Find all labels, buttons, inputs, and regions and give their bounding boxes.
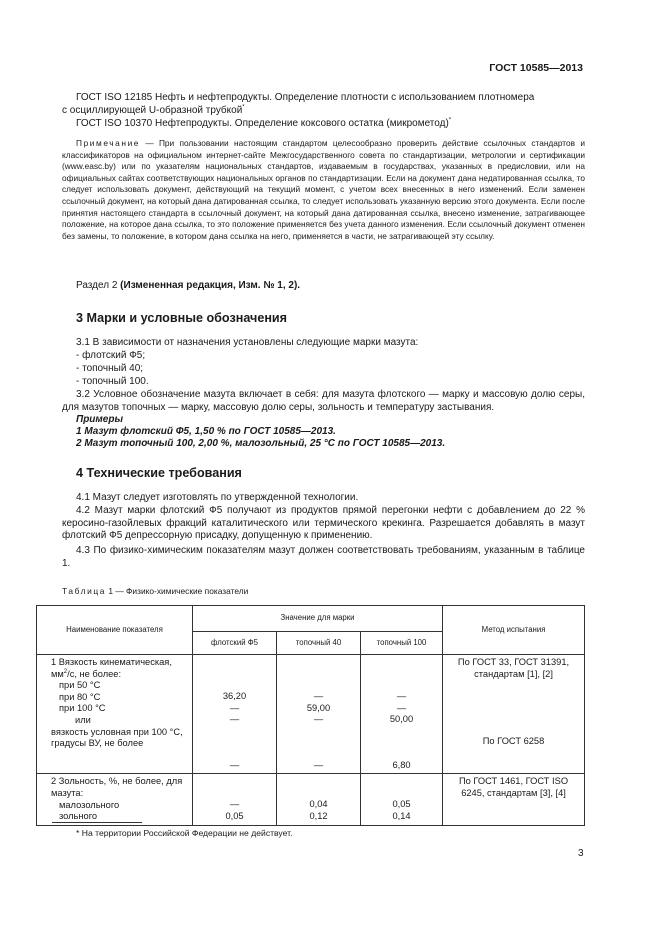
- list-item: - топочный 100.: [76, 376, 149, 387]
- row1-t100: — — 50,00 6,80: [361, 655, 443, 774]
- section4-p42: 4.2 Мазут марки флотский Ф5 получают из продуктов прямой перегонки нефти с добавлением до 22 % керосино-газойлевых фракций каталитического или термического крекинга. Разрешается добавлять в мазут флотский Ф5 депрессорную присадку, допущенную к применению.: [62, 505, 585, 542]
- footnote: * На территории Российской Федерации не действует.: [76, 828, 293, 838]
- list-item: - флотский Ф5;: [76, 350, 146, 361]
- row1-f5: 36,20 — — —: [193, 655, 277, 774]
- table-header-row: [37, 606, 585, 632]
- section2-amendment: Раздел 2 (Измененная редакция, Изм. № 1, 2).: [76, 280, 301, 291]
- example-1: 1 Мазут флотский Ф5, 1,50 % по ГОСТ 10585—2013.: [76, 426, 336, 437]
- list-item: - топочный 40;: [76, 363, 144, 374]
- note-text: — При пользовании настоящим стандартом целесообразно проверить действие ссылочных стандартов и классификаторов на официальном интернет-сайте Межгосударственного совета по стандартизации, метрологии и сертификации (www.easc.by) или по указателям национальных стандартов, издаваемым в государствах, указанных в предисловии, или на официальных сайтах соответствующих национальных органов по стандартизации. Если на документ дана недатированная ссылка, то следует использовать документ, действующий на текущий момент, с учетом всех внесенных в него изменений. Если заменен ссылочный документ, на который дана датированная ссылка, то следует использовать указанную версию этого документа. Если после принятия настоящего стандарта в ссылочный документ, на который дана датированная ссылка, внесено изменение, затрагивающее положение, на которое дана ссылка, то это положение применяется без учета данного изменения. Если ссылочный документ отменен без замены, то положение, в котором дана ссылка на него, применяется в части, не затрагивающей эту ссылку.: [62, 138, 585, 241]
- row1-method: По ГОСТ 33, ГОСТ 31391, стандартам [1], [2] По ГОСТ 6258: [443, 655, 585, 774]
- reference-iso-12185: ГОСТ ISO 12185 Нефть и нефтепродукты. Определение плотности с использованием плотномера: [76, 92, 535, 103]
- section3-p31: 3.1 В зависимости от назначения установлены следующие марки мазута:: [76, 337, 419, 348]
- page-number: 3: [578, 848, 584, 859]
- section3-p32: 3.2 Условное обозначение мазута включает в себя: для мазута флотского — марку и массовую долю серы, для мазутов топочных — марку, массовую долю серы, зольность и температуру застывания.: [62, 389, 585, 413]
- section4-p43: 4.3 По физико-химическим показателям мазут должен соответствовать требованиям, указанным в таблице 1.: [62, 545, 585, 569]
- reference-iso-10370: ГОСТ ISO 10370 Нефтепродукты. Определение коксового остатка (микрометод)*: [76, 117, 452, 129]
- header-grade-f5: флотский Ф5: [193, 631, 277, 654]
- row2-t40: 0,04 0,12: [277, 774, 361, 825]
- properties-table: [36, 605, 585, 826]
- examples-label: Примеры: [76, 414, 124, 425]
- footnote-mark: *: [448, 117, 452, 124]
- row2-method: По ГОСТ 1461, ГОСТ ISO 6245, стандартам [3], [4]: [443, 774, 585, 825]
- row2-name: 2 Зольность, %, не более, для мазута: малозольного зольного: [37, 774, 193, 825]
- footnote-mark: *: [242, 104, 245, 111]
- example-2: 2 Мазут топочный 100, 2,00 %, малозольный, 25 °С по ГОСТ 10585—2013.: [76, 438, 446, 449]
- table-row: [37, 774, 585, 825]
- page-header-title: ГОСТ 10585—2013: [489, 62, 583, 74]
- header-method: Метод испытания: [443, 606, 585, 655]
- row1-t40: — 59,00 — —: [277, 655, 361, 774]
- section4-heading: 4 Технические требования: [76, 466, 242, 480]
- header-name: Наименование показателя: [37, 606, 193, 655]
- header-value: Значение для марки: [193, 606, 443, 632]
- section3-heading: 3 Марки и условные обозначения: [76, 311, 288, 325]
- header-grade-40: топочный 40: [277, 631, 361, 654]
- reference-iso-12185-cont: с осциллирующей U-образной трубкой*: [62, 104, 245, 116]
- table-row: [37, 655, 585, 774]
- header-grade-100: топочный 100: [361, 631, 443, 654]
- note-block: [62, 138, 585, 242]
- footnote-divider: [52, 822, 142, 823]
- row2-f5: — 0,05: [193, 774, 277, 825]
- table-caption: Таблица 1 — Физико-химические показатели: [62, 586, 249, 596]
- note-label: Примечание: [76, 138, 141, 148]
- row2-t100: 0,05 0,14: [361, 774, 443, 825]
- row1-name: 1 Вязкость кинематическая, $мм^2/с$, не более: при 50 °С при 80 °С при 100 °С или вязкость условная при 100 °С, градусы ВУ, не более: [37, 655, 193, 774]
- section4-p41: 4.1 Мазут следует изготовлять по утвержденной технологии.: [76, 492, 359, 503]
